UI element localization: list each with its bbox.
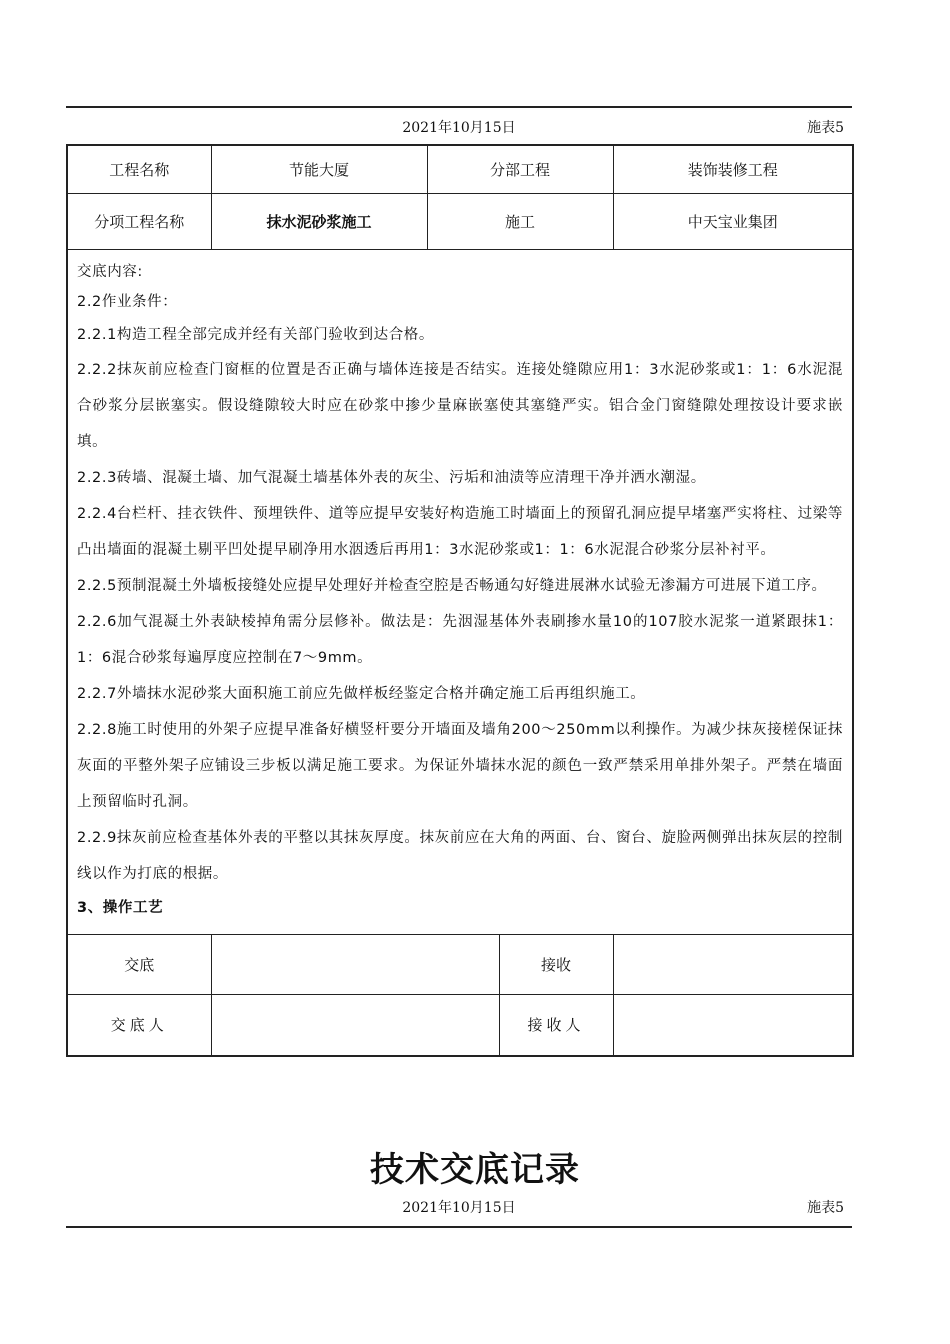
paragraph: 2.2.9抹灰前应检查基体外表的平整以其抹灰厚度。抹灰前应在大角的两面、台、窗台、旋脸两侧弹出抹灰层的控制线以作为打底的根据。 xyxy=(77,829,844,882)
project-row xyxy=(67,145,853,193)
project-name-value: 节能大厦 xyxy=(211,145,427,193)
record-table xyxy=(66,144,854,1057)
paragraph: 2.2.3砖墙、混凝土墙、加气混凝土墙基体外表的灰尘、污垢和油渍等应清理干净并洒水潮湿。 xyxy=(77,469,706,486)
division-label: 分部工程 xyxy=(427,145,613,193)
content-intro: 交底内容: xyxy=(77,263,143,280)
receive-label: 接收 xyxy=(499,934,613,994)
content-row xyxy=(67,249,853,934)
receive-person-label: 接收人 xyxy=(499,994,613,1056)
receive-person-value xyxy=(613,994,853,1056)
section-heading: 3、操作工艺 xyxy=(77,899,164,916)
paragraph: 2.2.5预制混凝土外墙板接缝处应提早处理好并检查空腔是否畅通勾好缝进展淋水试验无渗漏方可进展下道工序。 xyxy=(77,577,827,594)
subitem-row xyxy=(67,193,853,249)
project-name-label: 工程名称 xyxy=(67,145,211,193)
paragraph: 2.2.1构造工程全部完成并经有关部门验收到达合格。 xyxy=(77,326,434,343)
paragraph: 2.2作业条件： xyxy=(77,293,178,310)
handover-value xyxy=(211,934,499,994)
subitem-value: 抹水泥砂浆施工 xyxy=(211,193,427,249)
subitem-label: 分项工程名称 xyxy=(67,193,211,249)
construction-value: 中天宝业集团 xyxy=(613,193,853,249)
paragraph: 2.2.7外墙抹水泥砂浆大面积施工前应先做样板经鉴定合格并确定施工后再组织施工。 xyxy=(77,685,646,702)
header-date-line xyxy=(66,117,852,137)
handover-person-value xyxy=(211,994,499,1056)
signature-row xyxy=(67,994,853,1056)
header-date: 2021年10月15日 xyxy=(402,120,516,136)
handover-content xyxy=(67,249,853,934)
paragraph: 2.2.4台栏杆、挂衣铁件、预埋铁件、道等应提早安装好构造施工时墙面上的预留孔洞应提早堵塞严实将柱、过梁等凸出墙面的混凝土剔平凹处提早刷净用水洇透后再用1：3水泥砂浆或1：1：6水泥混合砂浆分层补衬平。 xyxy=(77,505,844,558)
handover-label: 交底 xyxy=(67,934,211,994)
document-title: 技术交底记录 xyxy=(370,1150,580,1190)
division-value: 装饰装修工程 xyxy=(613,145,853,193)
handover-row xyxy=(67,934,853,994)
footer-date: 2021年10月15日 xyxy=(402,1200,516,1216)
construction-label: 施工 xyxy=(427,193,613,249)
receive-value xyxy=(613,934,853,994)
top-rule xyxy=(66,106,852,108)
footer-form-number: 施表5 xyxy=(807,1200,844,1216)
paragraph: 2.2.8施工时使用的外架子应提早准备好横竖杆要分开墙面及墙角200～250mm以利操作。为减少抹灰接槎保证抹灰面的平整外架子应铺设三步板以满足施工要求。为保证外墙抹水泥的颜色一致严禁采用单排外架子。严禁在墙面上预留临时孔洞。 xyxy=(77,721,844,810)
paragraph: 2.2.6加气混凝土外表缺棱掉角需分层修补。做法是：先洇湿基体外表刷掺水量10的107胶水泥浆一道紧跟抹1：1：6混合砂浆每遍厚度应控制在7～9mm。 xyxy=(77,613,844,666)
handover-person-label: 交底人 xyxy=(67,994,211,1056)
paragraph: 2.2.2抹灰前应检查门窗框的位置是否正确与墙体连接是否结实。连接处缝隙应用1：3水泥砂浆或1：1：6水泥混合砂浆分层嵌塞实。假设缝隙较大时应在砂浆中掺少量麻嵌塞使其塞缝严实。铝合金门窗缝隙处理按设计要求嵌填。 xyxy=(77,361,844,450)
footer-date-line xyxy=(66,1197,852,1217)
bottom-rule xyxy=(66,1226,852,1228)
header-form-number: 施表5 xyxy=(807,120,844,136)
